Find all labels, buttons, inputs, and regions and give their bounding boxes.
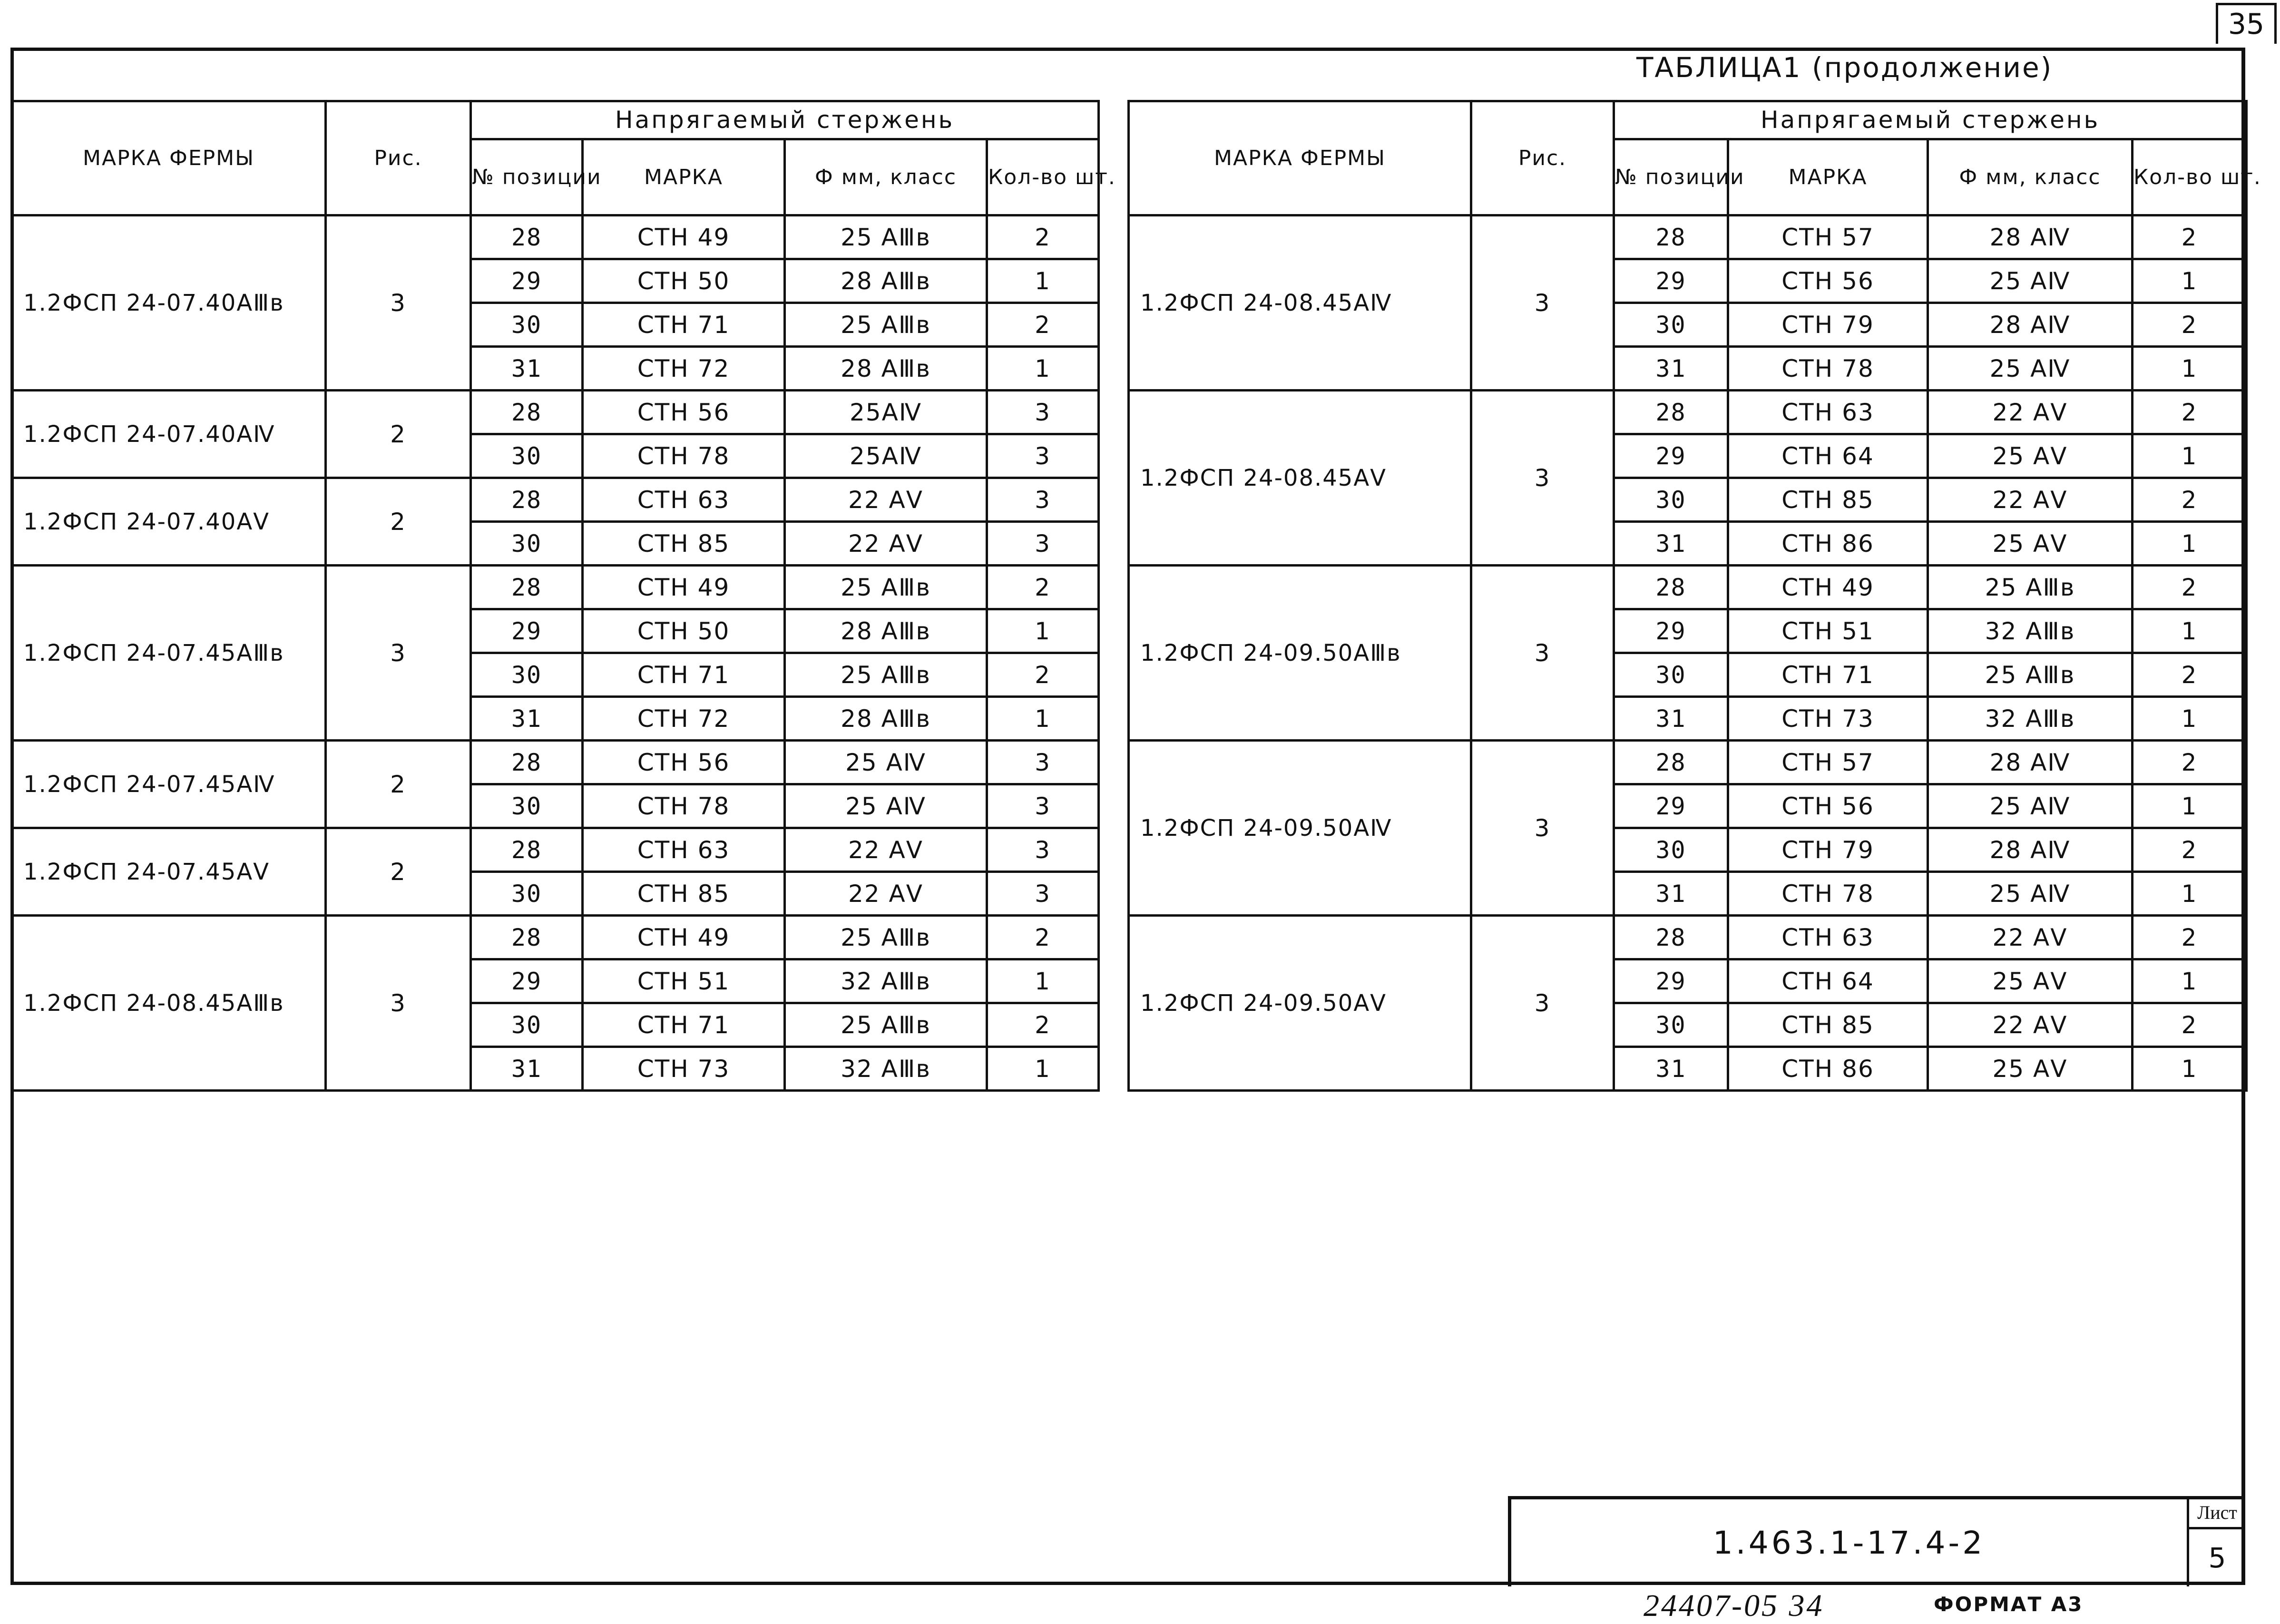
diameter-class-cell: 32 АⅢв: [785, 959, 987, 1003]
header-group: Напрягаемый стержень: [471, 101, 1099, 139]
diameter-class-cell: 25 АⅢв: [785, 916, 987, 959]
header-mark: МАРКА ФЕРМЫ: [1129, 101, 1471, 215]
header-pos: № позиции: [1614, 139, 1728, 215]
truss-mark-cell: 1.2ФСП 24-09.50АⅣ: [1129, 741, 1471, 916]
rod-mark-cell: СТН 63: [583, 478, 785, 522]
rod-mark-cell: СТН 71: [583, 653, 785, 697]
sheet-label: Лист: [2189, 1499, 2245, 1529]
quantity-cell: 2: [987, 1003, 1099, 1047]
table-row: [12, 478, 1099, 522]
truss-mark-cell: 1.2ФСП 24-07.40АⅣ: [12, 391, 326, 478]
truss-mark-cell: 1.2ФСП 24-07.45АⅢв: [12, 566, 326, 741]
position-cell: 31: [1614, 697, 1728, 741]
position-cell: 28: [1614, 391, 1728, 434]
table-row: [12, 741, 1099, 784]
position-cell: 31: [471, 697, 583, 741]
sheet-number: 5: [2208, 1542, 2226, 1574]
position-cell: 30: [471, 434, 583, 478]
quantity-cell: 3: [987, 391, 1099, 434]
diameter-class-cell: 22 АⅤ: [785, 828, 987, 872]
table-row: [1129, 916, 2247, 959]
quantity-cell: 1: [987, 609, 1099, 653]
table-row: [12, 566, 1099, 609]
position-cell: 30: [471, 784, 583, 828]
diameter-class-cell: 28 АⅢв: [785, 609, 987, 653]
diameter-class-cell: 25 АⅣ: [1928, 259, 2133, 303]
diameter-class-cell: 22 АⅤ: [785, 478, 987, 522]
inventory-number: 24407-05 34: [1644, 1588, 1824, 1623]
diameter-class-cell: 25 АⅤ: [1928, 522, 2133, 566]
position-cell: 28: [471, 828, 583, 872]
diameter-class-cell: 28 АⅢв: [785, 697, 987, 741]
position-cell: 30: [471, 303, 583, 347]
diameter-class-cell: 28 АⅢв: [785, 259, 987, 303]
rod-mark-cell: СТН 85: [583, 872, 785, 916]
diameter-class-cell: 28 АⅢв: [785, 347, 987, 391]
position-cell: 28: [471, 741, 583, 784]
quantity-cell: 2: [2133, 741, 2247, 784]
quantity-cell: 2: [987, 303, 1099, 347]
diameter-class-cell: 25 АⅢв: [1928, 653, 2133, 697]
rod-mark-cell: СТН 49: [583, 215, 785, 259]
rod-mark-cell: СТН 85: [1728, 1003, 1928, 1047]
rod-mark-cell: СТН 85: [1728, 478, 1928, 522]
quantity-cell: 1: [2133, 259, 2247, 303]
position-cell: 31: [471, 347, 583, 391]
diameter-class-cell: 25 АⅢв: [785, 566, 987, 609]
position-cell: 28: [471, 916, 583, 959]
truss-mark-cell: 1.2ФСП 24-09.50АⅤ: [1129, 916, 1471, 1091]
quantity-cell: 3: [987, 522, 1099, 566]
quantity-cell: 3: [987, 434, 1099, 478]
rod-mark-cell: СТН 71: [583, 1003, 785, 1047]
quantity-cell: 3: [987, 828, 1099, 872]
table-row: [12, 916, 1099, 959]
rod-mark-cell: СТН 78: [583, 784, 785, 828]
diameter-class-cell: 25АⅣ: [785, 434, 987, 478]
table-title: ТАБЛИЦА1 (продолжение): [1636, 51, 2053, 84]
truss-mark-cell: 1.2ФСП 24-08.45АⅤ: [1129, 391, 1471, 566]
header-qty: Кол-во шт.: [987, 139, 1099, 215]
rod-mark-cell: СТН 71: [1728, 653, 1928, 697]
figure-number-cell: 3: [1471, 741, 1614, 916]
table-row: [1129, 566, 2247, 609]
diameter-class-cell: 25 АⅣ: [1928, 784, 2133, 828]
figure-number-cell: 2: [326, 828, 471, 916]
position-cell: 30: [471, 522, 583, 566]
position-cell: 29: [471, 959, 583, 1003]
rod-mark-cell: СТН 57: [1728, 215, 1928, 259]
figure-number-cell: 2: [326, 391, 471, 478]
diameter-class-cell: 25 АⅢв: [785, 653, 987, 697]
quantity-cell: 1: [2133, 434, 2247, 478]
position-cell: 30: [471, 653, 583, 697]
rod-mark-cell: СТН 56: [1728, 784, 1928, 828]
rod-mark-cell: СТН 78: [1728, 872, 1928, 916]
figure-number-cell: 3: [1471, 566, 1614, 741]
quantity-cell: 2: [2133, 391, 2247, 434]
position-cell: 29: [1614, 784, 1728, 828]
header-rod-mark: МАРКА: [583, 139, 785, 215]
figure-number-cell: 3: [326, 916, 471, 1091]
rod-mark-cell: СТН 73: [1728, 697, 1928, 741]
quantity-cell: 2: [2133, 478, 2247, 522]
title-block: [1508, 1496, 2245, 1586]
figure-number-cell: 3: [326, 566, 471, 741]
diameter-class-cell: 28 АⅣ: [1928, 215, 2133, 259]
header-group: Напрягаемый стержень: [1614, 101, 2247, 139]
quantity-cell: 2: [987, 215, 1099, 259]
rod-mark-cell: СТН 78: [1728, 347, 1928, 391]
diameter-class-cell: 22 АⅤ: [785, 872, 987, 916]
diameter-class-cell: 25 АⅤ: [1928, 959, 2133, 1003]
quantity-cell: 1: [2133, 872, 2247, 916]
header-rod-mark: МАРКА: [1728, 139, 1928, 215]
rod-mark-cell: СТН 71: [583, 303, 785, 347]
quantity-cell: 1: [987, 1047, 1099, 1091]
quantity-cell: 2: [2133, 566, 2247, 609]
rod-mark-cell: СТН 64: [1728, 434, 1928, 478]
diameter-class-cell: 25 АⅣ: [1928, 347, 2133, 391]
quantity-cell: 1: [987, 959, 1099, 1003]
table-row: [12, 828, 1099, 872]
rod-mark-cell: СТН 49: [583, 916, 785, 959]
quantity-cell: 2: [2133, 215, 2247, 259]
diameter-class-cell: 22 АⅤ: [1928, 1003, 2133, 1047]
quantity-cell: 3: [987, 478, 1099, 522]
rod-mark-cell: СТН 72: [583, 347, 785, 391]
rod-mark-cell: СТН 56: [1728, 259, 1928, 303]
quantity-cell: 1: [2133, 1047, 2247, 1091]
diameter-class-cell: 22 АⅤ: [785, 522, 987, 566]
rod-mark-cell: СТН 64: [1728, 959, 1928, 1003]
rod-mark-cell: СТН 63: [1728, 391, 1928, 434]
table-row: [1129, 391, 2247, 434]
format-label: ФОРМАТ А3: [1934, 1593, 2084, 1616]
rod-mark-cell: СТН 63: [1728, 916, 1928, 959]
diameter-class-cell: 22 АⅤ: [1928, 916, 2133, 959]
position-cell: 31: [1614, 347, 1728, 391]
diameter-class-cell: 22 АⅤ: [1928, 391, 2133, 434]
rod-mark-cell: СТН 79: [1728, 828, 1928, 872]
figure-number-cell: 2: [326, 478, 471, 566]
header-mark: МАРКА ФЕРМЫ: [12, 101, 326, 215]
left-spec-table: [10, 100, 1116, 1092]
position-cell: 28: [471, 391, 583, 434]
position-cell: 28: [471, 215, 583, 259]
diameter-class-cell: 25 АⅣ: [785, 741, 987, 784]
diameter-class-cell: 25 АⅢв: [1928, 566, 2133, 609]
position-cell: 29: [1614, 259, 1728, 303]
rod-mark-cell: СТН 73: [583, 1047, 785, 1091]
rod-mark-cell: СТН 72: [583, 697, 785, 741]
position-cell: 30: [1614, 653, 1728, 697]
rod-mark-cell: СТН 79: [1728, 303, 1928, 347]
quantity-cell: 2: [2133, 1003, 2247, 1047]
diameter-class-cell: 25 АⅢв: [785, 303, 987, 347]
sheet-number-box: [2187, 1499, 2245, 1586]
rod-mark-cell: СТН 78: [583, 434, 785, 478]
quantity-cell: 2: [2133, 653, 2247, 697]
position-cell: 30: [1614, 1003, 1728, 1047]
position-cell: 28: [1614, 916, 1728, 959]
position-cell: 30: [1614, 478, 1728, 522]
quantity-cell: 2: [987, 566, 1099, 609]
position-cell: 29: [471, 609, 583, 653]
rod-mark-cell: СТН 56: [583, 741, 785, 784]
position-cell: 30: [471, 872, 583, 916]
diameter-class-cell: 28 АⅣ: [1928, 741, 2133, 784]
position-cell: 28: [1614, 741, 1728, 784]
diameter-class-cell: 32 АⅢв: [785, 1047, 987, 1091]
quantity-cell: 2: [987, 916, 1099, 959]
position-cell: 29: [471, 259, 583, 303]
rod-mark-cell: СТН 50: [583, 609, 785, 653]
quantity-cell: 1: [2133, 609, 2247, 653]
rod-mark-cell: СТН 49: [1728, 566, 1928, 609]
truss-mark-cell: 1.2ФСП 24-09.50АⅢв: [1129, 566, 1471, 741]
header-fig: Рис.: [1471, 101, 1614, 215]
document-code: 1.463.1-17.4-2: [1712, 1525, 1986, 1561]
truss-mark-cell: 1.2ФСП 24-08.45АⅣ: [1129, 215, 1471, 391]
header-qty: Кол-во шт.: [2133, 139, 2247, 215]
truss-mark-cell: 1.2ФСП 24-07.40АⅤ: [12, 478, 326, 566]
diameter-class-cell: 25 АⅢв: [785, 215, 987, 259]
diameter-class-cell: 25 АⅣ: [785, 784, 987, 828]
header-fig: Рис.: [326, 101, 471, 215]
figure-number-cell: 3: [326, 215, 471, 391]
position-cell: 29: [1614, 609, 1728, 653]
diameter-class-cell: 28 АⅣ: [1928, 828, 2133, 872]
diameter-class-cell: 25 АⅢв: [785, 1003, 987, 1047]
header-dia: Ф мм, класс: [1928, 139, 2133, 215]
rod-mark-cell: СТН 51: [583, 959, 785, 1003]
rod-mark-cell: СТН 86: [1728, 1047, 1928, 1091]
figure-number-cell: 3: [1471, 391, 1614, 566]
rod-mark-cell: СТН 86: [1728, 522, 1928, 566]
diameter-class-cell: 28 АⅣ: [1928, 303, 2133, 347]
quantity-cell: 1: [987, 259, 1099, 303]
table-row: [1129, 215, 2247, 259]
position-cell: 31: [1614, 522, 1728, 566]
rod-mark-cell: СТН 85: [583, 522, 785, 566]
diameter-class-cell: 22 АⅤ: [1928, 478, 2133, 522]
position-cell: 31: [1614, 872, 1728, 916]
quantity-cell: 1: [987, 347, 1099, 391]
quantity-cell: 1: [2133, 347, 2247, 391]
truss-mark-cell: 1.2ФСП 24-08.45АⅢв: [12, 916, 326, 1091]
quantity-cell: 1: [987, 697, 1099, 741]
table-row: [12, 391, 1099, 434]
quantity-cell: 1: [2133, 959, 2247, 1003]
truss-mark-cell: 1.2ФСП 24-07.40АⅢв: [12, 215, 326, 391]
figure-number-cell: 3: [1471, 916, 1614, 1091]
figure-number-cell: 3: [1471, 215, 1614, 391]
position-cell: 28: [471, 478, 583, 522]
diameter-class-cell: 25 АⅣ: [1928, 872, 2133, 916]
position-cell: 31: [471, 1047, 583, 1091]
quantity-cell: 1: [2133, 697, 2247, 741]
quantity-cell: 2: [2133, 916, 2247, 959]
rod-mark-cell: СТН 56: [583, 391, 785, 434]
diameter-class-cell: 25 АⅤ: [1928, 1047, 2133, 1091]
truss-mark-cell: 1.2ФСП 24-07.45АⅣ: [12, 741, 326, 828]
corner-page-number: 35: [2216, 3, 2277, 44]
position-cell: 31: [1614, 1047, 1728, 1091]
truss-mark-cell: 1.2ФСП 24-07.45АⅤ: [12, 828, 326, 916]
quantity-cell: 3: [987, 784, 1099, 828]
quantity-cell: 3: [987, 872, 1099, 916]
diameter-class-cell: 32 АⅢв: [1928, 697, 2133, 741]
diameter-class-cell: 25 АⅤ: [1928, 434, 2133, 478]
position-cell: 30: [471, 1003, 583, 1047]
quantity-cell: 2: [2133, 828, 2247, 872]
header-dia: Ф мм, класс: [785, 139, 987, 215]
rod-mark-cell: СТН 63: [583, 828, 785, 872]
quantity-cell: 1: [2133, 784, 2247, 828]
position-cell: 29: [1614, 434, 1728, 478]
position-cell: 28: [471, 566, 583, 609]
position-cell: 30: [1614, 828, 1728, 872]
figure-number-cell: 2: [326, 741, 471, 828]
header-pos: № позиции: [471, 139, 583, 215]
rod-mark-cell: СТН 51: [1728, 609, 1928, 653]
position-cell: 30: [1614, 303, 1728, 347]
quantity-cell: 3: [987, 741, 1099, 784]
rod-mark-cell: СТН 49: [583, 566, 785, 609]
diameter-class-cell: 32 АⅢв: [1928, 609, 2133, 653]
rod-mark-cell: СТН 50: [583, 259, 785, 303]
position-cell: 29: [1614, 959, 1728, 1003]
table-row: [1129, 741, 2247, 784]
diameter-class-cell: 25АⅣ: [785, 391, 987, 434]
position-cell: 28: [1614, 566, 1728, 609]
table-row: [12, 215, 1099, 259]
quantity-cell: 2: [2133, 303, 2247, 347]
rod-mark-cell: СТН 57: [1728, 741, 1928, 784]
quantity-cell: 2: [987, 653, 1099, 697]
quantity-cell: 1: [2133, 522, 2247, 566]
position-cell: 28: [1614, 215, 1728, 259]
right-spec-table: [1127, 100, 2261, 1092]
